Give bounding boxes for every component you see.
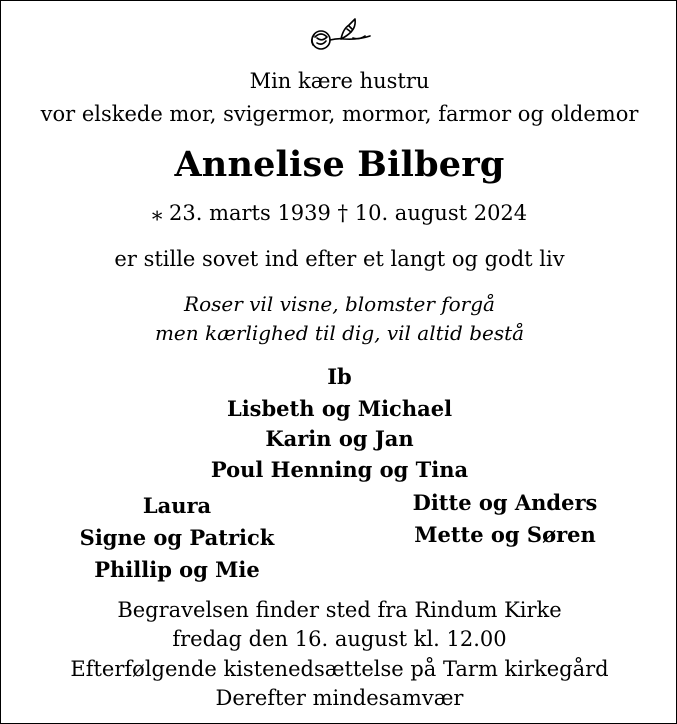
grandchildren-right bbox=[403, 487, 607, 551]
verse-line-1: Roser vil visne, blomster forgå bbox=[184, 292, 495, 316]
intro-line-2: vor elskede mor, svigermor, mormor, farmor og oldemor bbox=[40, 102, 639, 126]
rose-icon bbox=[303, 15, 375, 55]
life-dates: ⁎ 23. marts 1939 † 10. august 2024 bbox=[151, 201, 528, 225]
family-member: Ib bbox=[327, 364, 352, 389]
family-member: Ditte og Anders bbox=[412, 490, 598, 515]
intro-line-1: Min kære hustru bbox=[249, 69, 430, 93]
passing-phrase: er stille sovet ind efter et langt og godt liv bbox=[114, 247, 565, 271]
funeral-line-4: Derefter mindesamvær bbox=[215, 686, 464, 710]
family-member: Signe og Patrick bbox=[79, 525, 275, 550]
family-member: Karin og Jan bbox=[265, 426, 414, 451]
funeral-line-3: Efterfølgende kistenedsættelse på Tarm kirkegård bbox=[70, 657, 609, 681]
funeral-line-1: Begravelsen finder sted fra Rindum Kirke bbox=[117, 598, 562, 622]
verse-line-2: men kærlighed til dig, vil altid bestå bbox=[154, 321, 525, 345]
family-member: Phillip og Mie bbox=[94, 557, 260, 582]
family-member: Lisbeth og Michael bbox=[226, 396, 453, 421]
family-member: Laura bbox=[142, 493, 212, 518]
funeral-line-2: fredag den 16. august kl. 12.00 bbox=[172, 627, 507, 651]
deceased-name: Annelise Bilberg bbox=[174, 144, 505, 185]
family-member: Poul Henning og Tina bbox=[210, 457, 469, 482]
grandchildren-left bbox=[71, 490, 283, 586]
family-member: Mette og Søren bbox=[414, 522, 596, 547]
